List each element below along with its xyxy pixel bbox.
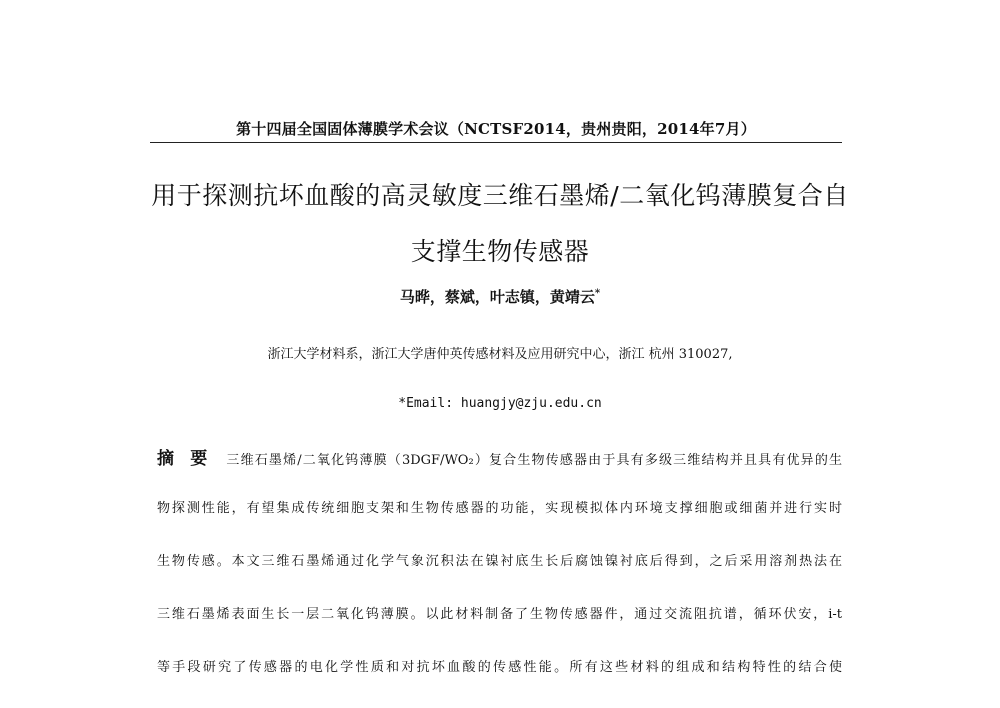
conference-header: 第十四届全国固体薄膜学术会议（NCTSF2014，贵州贵阳，2014年7月） (236, 120, 756, 138)
email: *Email: huangjy@zju.edu.cn (398, 396, 602, 411)
header-rule (150, 142, 842, 143)
affiliation: 浙江大学材料系，浙江大学唐仲英传感材料及应用研究中心，浙江 杭州 310027, (267, 347, 733, 362)
abstract-line: 等手段研究了传感器的电化学性质和对抗坏血酸的传感性能。所有这些材料的组成和结构特性的结合使 (157, 660, 842, 675)
abstract-line: 三维石墨烯表面生长一层二氧化钨薄膜。以此材料制备了生物传感器件，通过交流阻抗谱，循环伏安，i-t (157, 607, 842, 622)
abstract-label: 摘 要 (157, 449, 213, 469)
abstract-line: 物探测性能，有望集成传统细胞支架和生物传感器的功能，实现模拟体内环境支撑细胞或细菌并进行实时 (157, 501, 842, 516)
corresponding-author-mark: * (594, 288, 601, 299)
paper-title-line-1: 用于探测抗坏血酸的高灵敏度三维石墨烯/二氧化钨薄膜复合自 (151, 181, 849, 210)
abstract-line (157, 444, 842, 469)
paper-title-line-2: 支撑生物传感器 (410, 237, 590, 266)
abstract-text: 三维石墨烯/二氧化钨薄膜（3DGF/WO₂）复合生物传感器由于具有多级三维结构并且具有优异的生 (226, 453, 842, 468)
author-names: 马晔，蔡斌，叶志镇，黄靖云 (399, 288, 595, 306)
authors (0, 286, 1000, 307)
abstract-line: 生物传感。本文三维石墨烯通过化学气象沉积法在镍衬底生长后腐蚀镍衬底后得到，之后采用溶剂热法在 (157, 554, 842, 569)
